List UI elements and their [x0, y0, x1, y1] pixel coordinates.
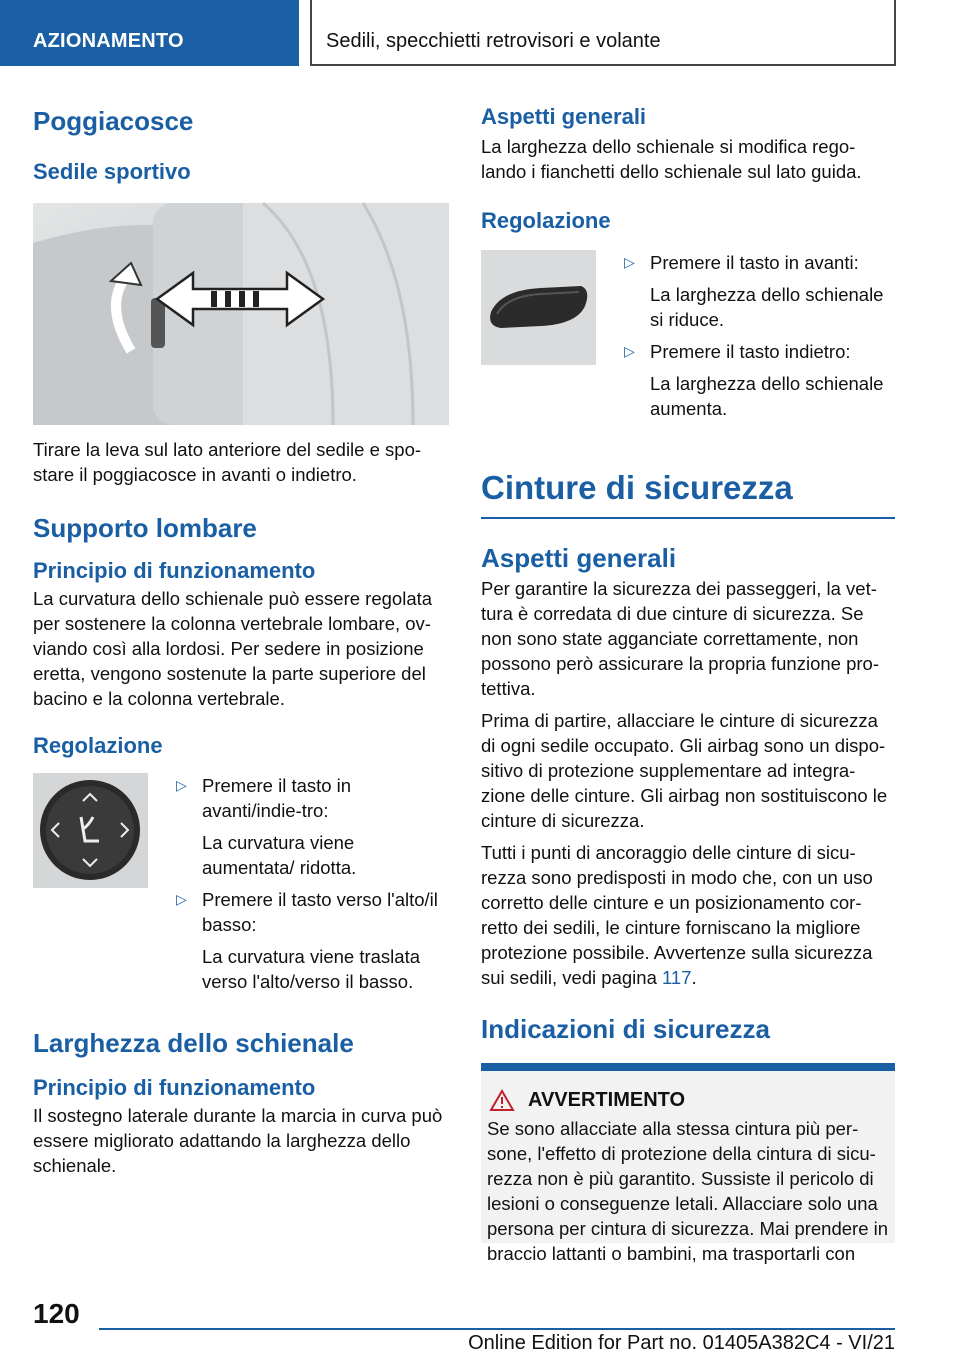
page-link-117[interactable]: 117	[662, 967, 692, 988]
warning-box	[481, 1063, 895, 1264]
bullet-text: Premere il tasto in avanti:	[650, 252, 859, 273]
heading-poggiacosce: Poggiacosce	[33, 106, 194, 136]
paragraph-cinture-3-text: Tutti i punti di ancoraggio delle cinture di sicu-rezza sono predisposti in modo che, con un uso corretto delle cinture e un posizionamento cor-retto dei sedili, le cinture forniscano la migliore protezione possibile. Avvertenze sulla sicurezza sui sedili, vedi pagina	[481, 842, 873, 988]
bullet-subtext: La larghezza dello schienale aumenta.	[650, 373, 884, 419]
seat-illustration	[33, 203, 449, 425]
bullet-subtext: La curvatura viene aumentata/ ridotta.	[202, 832, 357, 878]
bullet-width-forward	[620, 250, 895, 332]
section-rule	[481, 517, 895, 519]
page-number: 120	[33, 1298, 80, 1329]
bullet-triangle-icon: ▷	[624, 343, 635, 359]
paragraph-poggiacosce: Tirare la leva sul lato anteriore del sedile e spo-stare il poggiacosce in avanti o indietro.	[33, 439, 422, 485]
bullet-width-backward	[620, 339, 895, 421]
header-chapter-title: Sedili, specchietti retrovisori e volante	[310, 0, 896, 66]
warning-text: Se sono allacciate alla stessa cintura più per-sone, l'effetto di protezione della cintura di sicu-rezza non è più garantito. Sussiste il pericolo di lesioni o conseguenze letali. Allacciare solo una persona per cintura di sicurezza. Mai prendere in braccio lattanti o bambini, ma trasportarli con	[487, 1118, 889, 1264]
bullet-text: Premere il tasto indietro:	[650, 341, 851, 362]
heading-indicazioni-di-sicurezza: Indicazioni di sicurezza	[481, 1014, 770, 1044]
heading-regolazione-2: Regolazione	[481, 208, 611, 233]
footer-rule	[99, 1328, 895, 1330]
bullet-subtext: La curvatura viene traslata verso l'alto/verso il basso.	[202, 946, 421, 992]
lumbar-control-image	[33, 773, 148, 888]
bullet-lumbar-forward	[172, 773, 449, 880]
width-switch-icon	[481, 250, 596, 365]
heading-regolazione-1: Regolazione	[33, 733, 163, 758]
paragraph-cinture-3-end: .	[691, 967, 697, 988]
paragraph-cinture-1: Per garantire la sicurezza dei passeggeri, la vet-tura è corredata di due cinture di sicurezza. Se non sono state agganciate correttamente, non possono però assicurare la propria funzione pro-tettiva.	[481, 578, 879, 699]
paragraph-aspetti-1: La larghezza dello schienale si modifica rego-lando i fianchetti dello schienale sul lato guida.	[481, 136, 862, 182]
lumbar-regulation-block	[33, 773, 449, 994]
bullet-text: Premere il tasto verso l'alto/il basso:	[202, 889, 438, 935]
heading-cinture-di-sicurezza: Cinture di sicurezza	[481, 469, 793, 506]
warning-title	[487, 1089, 889, 1112]
heading-principio-2: Principio di funzionamento	[33, 1075, 316, 1100]
paragraph-cinture-2: Prima di partire, allacciare le cinture di sicurezza di ogni sedile occupato. Gli airbag sono un dispo-sitivo di protezione supplementare ad integra-zione delle cinture. Gli airbag non sostituiscono le cinture di sicurezza.	[481, 710, 888, 831]
left-column	[33, 96, 449, 1178]
paragraph-principio-1: La curvatura dello schienale può essere regolata per sostenere la colonna vertebrale lombare, ov-viando così alla lordosi. Per sedere in posizione eretta, vengono sostenute la parte superiore del bacino e la colonna vertebrale.	[33, 588, 433, 709]
heading-sedile-sportivo: Sedile sportivo	[33, 159, 191, 184]
thigh-support-image	[33, 203, 449, 425]
bullet-triangle-icon: ▷	[176, 777, 187, 793]
heading-aspetti-generali-1: Aspetti generali	[481, 104, 647, 129]
paragraph-cinture-3	[481, 840, 895, 990]
width-regulation-block	[481, 250, 895, 421]
warning-triangle-icon	[490, 1090, 514, 1111]
warning-title-text: AVVERTIMENTO	[528, 1089, 686, 1111]
paragraph-principio-2: Il sostegno laterale durante la marcia in curva può essere migliorato adattando la larghezza dello schienale.	[33, 1105, 443, 1176]
bullet-subtext: La larghezza dello schienale si riduce.	[650, 284, 884, 330]
header-section-tab: AZIONAMENTO	[0, 0, 299, 66]
bullet-triangle-icon: ▷	[176, 891, 187, 907]
bullet-lumbar-updown	[172, 887, 449, 994]
right-column	[481, 96, 895, 1264]
heading-principio-1: Principio di funzionamento	[33, 558, 316, 583]
footer-edition: Online Edition for Part no. 01405A382C4 - VI/21	[468, 1332, 895, 1354]
heading-larghezza-schienale: Larghezza dello schienale	[33, 1028, 354, 1058]
heading-supporto-lombare: Supporto lombare	[33, 513, 257, 543]
heading-aspetti-generali-2: Aspetti generali	[481, 543, 677, 573]
bullet-triangle-icon: ▷	[624, 254, 635, 270]
width-control-image	[481, 250, 596, 365]
lumbar-switch-icon	[33, 773, 148, 888]
bullet-text: Premere il tasto in avanti/indie-tro:	[202, 775, 352, 821]
